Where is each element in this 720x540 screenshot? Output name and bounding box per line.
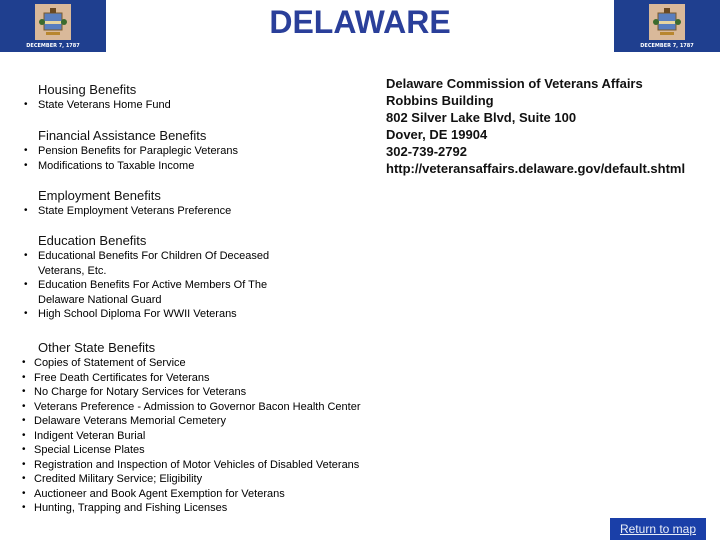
housing-benefits-heading: Housing Benefits [38, 82, 137, 97]
other-benefits-heading: Other State Benefits [38, 340, 156, 355]
list-item: • Veterans Preference - Admission to Governor Bacon Health Center [20, 400, 361, 415]
list-item: • Free Death Certificates for Veterans [20, 371, 361, 386]
list-item: • Modifications to Taxable Income [22, 159, 238, 174]
list-item [22, 307, 269, 322]
housing-benefits-list [22, 98, 171, 113]
list-item: • Delaware Veterans Memorial Cemetery [20, 414, 361, 429]
list-item-line: Educational Benefits For Children Of Deceased [38, 250, 270, 262]
employment-benefits-heading: Employment Benefits [38, 188, 161, 203]
list-item-line: Veterans, Etc. [38, 264, 107, 277]
financial-benefits-heading: Financial Assistance Benefits [38, 128, 207, 143]
list-item-line: Delaware National Guard [38, 293, 162, 306]
page-title: DELAWARE [269, 4, 451, 40]
education-benefits-list [22, 249, 269, 322]
contact-organization: Delaware Commission of Veterans Affairs [386, 76, 643, 91]
list-item: • Indigent Veteran Burial [20, 429, 361, 444]
contact-street: 802 Silver Lake Blvd, Suite 100 [386, 110, 577, 125]
list-item: • Credited Military Service; Eligibility [20, 472, 361, 487]
employment-benefits-list [22, 204, 231, 219]
list-item: • State Veterans Home Fund [22, 98, 171, 113]
list-item: • Pension Benefits for Paraplegic Veterans [22, 144, 238, 159]
flag-date: DECEMBER 7, 1787 [26, 43, 80, 49]
contact-website: http://veteransaffairs.delaware.gov/default.shtml [386, 161, 686, 176]
list-item: • Hunting, Trapping and Fishing Licenses [20, 501, 361, 516]
contact-info [386, 75, 685, 177]
list-item-line: High School Diploma For WWII Veterans [38, 308, 237, 320]
list-item: • Registration and Inspection of Motor Vehicles of Disabled Veterans [20, 458, 361, 473]
contact-city: Dover, DE 19904 [386, 127, 488, 142]
financial-benefits-list [22, 144, 238, 173]
list-item: • State Employment Veterans Preference [22, 204, 231, 219]
education-benefits-heading: Education Benefits [38, 233, 147, 248]
list-item: • Special License Plates [20, 443, 361, 458]
list-item: • Copies of Statement of Service [20, 356, 361, 371]
return-to-map-link[interactable]: Return to map [610, 518, 706, 540]
list-item-line: Education Benefits For Active Members Of The [38, 279, 268, 291]
list-item: • No Charge for Notary Services for Veterans [20, 385, 361, 400]
list-item [22, 249, 269, 278]
list-item: • Auctioneer and Book Agent Exemption for Veterans [20, 487, 361, 502]
other-benefits-list [20, 356, 361, 516]
contact-phone: 302-739-2792 [386, 144, 467, 159]
flag-date: DECEMBER 7, 1787 [640, 43, 694, 49]
contact-building: Robbins Building [386, 93, 494, 108]
list-item [22, 278, 269, 307]
